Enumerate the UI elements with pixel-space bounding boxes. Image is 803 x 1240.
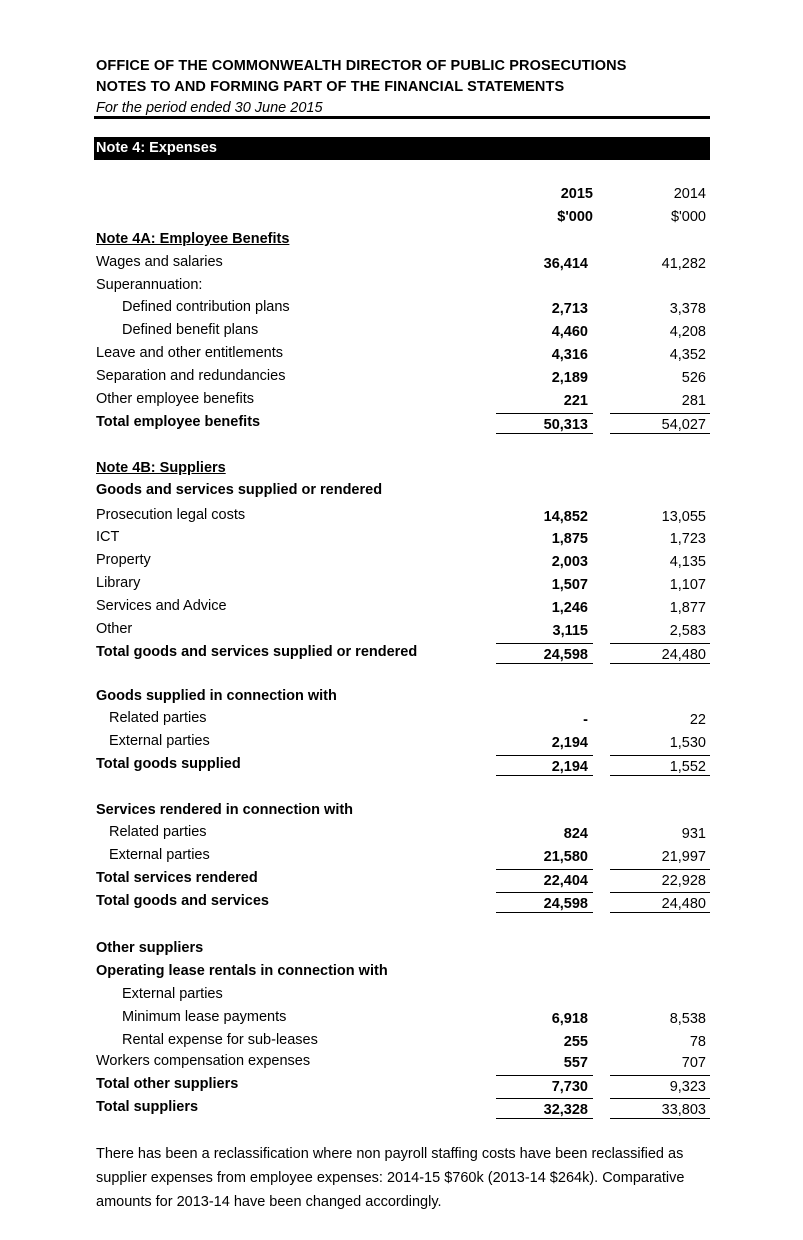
value-2015: 255 (563, 1034, 588, 1050)
value-2015: - (583, 712, 588, 728)
total-row (96, 890, 710, 912)
value-2015: 32,328 (496, 1098, 593, 1119)
row-label: ICT (96, 529, 120, 545)
value-2014: 41,282 (661, 256, 706, 272)
value-2015: 7,730 (496, 1075, 593, 1096)
value-2014: 2,583 (669, 623, 706, 639)
value-2014: 24,480 (610, 892, 710, 913)
value-2015: 1,875 (551, 531, 588, 547)
col-header-2015: 2015 (560, 186, 593, 202)
value-2015: 21,580 (543, 849, 588, 865)
header-period: For the period ended 30 June 2015 (96, 100, 323, 116)
table-row (96, 730, 710, 752)
row-label: Operating lease rentals in connection with (96, 963, 388, 979)
row-label: Total other suppliers (96, 1076, 239, 1092)
value-2015: 1,507 (551, 577, 588, 593)
reclassification-footnote: There has been a reclassification where non payroll staffing costs have been reclassified as supplier expenses from employee expenses: 2014-15 $760k (2013-14 $264k). Comparative amounts for 2013-14 have been changed accordingly. (96, 1146, 685, 1210)
value-2015: 2,194 (551, 735, 588, 751)
total-row (96, 411, 710, 433)
subsection-heading (96, 685, 710, 707)
value-2015: 36,414 (543, 256, 588, 272)
value-2014: 526 (681, 370, 706, 386)
header-organisation: OFFICE OF THE COMMONWEALTH DIRECTOR OF PUBLIC PROSECUTIONS (96, 58, 627, 74)
row-label: Wages and salaries (96, 254, 223, 270)
value-2014: 54,027 (610, 413, 710, 434)
table-row (96, 274, 710, 296)
value-2014: 22 (689, 712, 706, 728)
table-row (96, 821, 710, 843)
row-label: Superannuation: (96, 277, 203, 293)
table-row (96, 296, 710, 318)
row-label: Services and Advice (96, 598, 227, 614)
table-row (96, 618, 710, 640)
value-2015: 221 (563, 393, 588, 409)
row-label: Prosecution legal costs (96, 507, 246, 523)
value-2015: 2,713 (551, 301, 588, 317)
value-2014: 3,378 (669, 301, 706, 317)
total-row (96, 1073, 710, 1095)
row-label: Defined benefit plans (122, 322, 259, 338)
table-row (96, 526, 710, 548)
row-label: Other employee benefits (96, 391, 254, 407)
table-row (96, 707, 710, 729)
row-label: Related parties (109, 710, 207, 726)
row-label: Related parties (109, 824, 207, 840)
value-2014: 281 (681, 393, 706, 409)
value-2015: 22,404 (496, 869, 593, 890)
value-2014: 931 (681, 826, 706, 842)
value-2015: 2,189 (551, 370, 588, 386)
subsection-heading (96, 479, 710, 501)
row-label: Total goods and services supplied or rendered (96, 644, 418, 660)
row-label: Other suppliers (96, 940, 204, 956)
value-2014: 1,552 (610, 755, 710, 776)
row-label: Minimum lease payments (122, 1009, 287, 1025)
row-label: Total services rendered (96, 870, 258, 886)
row-label: Rental expense for sub-leases (122, 1032, 318, 1048)
subsection-heading (96, 799, 710, 821)
total-row (96, 753, 710, 775)
row-label: Goods supplied in connection with (96, 688, 337, 704)
note-title-band: Note 4: Expenses (94, 137, 710, 160)
value-2015: 2,003 (551, 554, 588, 570)
row-label: Note 4B: Suppliers (96, 460, 226, 476)
value-2015: 6,918 (551, 1011, 588, 1027)
value-2015: 4,316 (551, 347, 588, 363)
row-label: Goods and services supplied or rendered (96, 482, 383, 498)
value-2015: 14,852 (543, 509, 588, 525)
value-2015: 557 (563, 1055, 588, 1071)
row-label: Defined contribution plans (122, 299, 290, 315)
row-label: External parties (122, 986, 223, 1002)
row-label: Other (96, 621, 133, 637)
table-row (96, 595, 710, 617)
table-row (96, 388, 710, 410)
value-2014: 21,997 (661, 849, 706, 865)
row-label: Services rendered in connection with (96, 802, 354, 818)
value-2015: 1,246 (551, 600, 588, 616)
table-row (96, 549, 710, 571)
subsection-heading (96, 960, 710, 982)
row-label: Separation and redundancies (96, 368, 286, 384)
table-row (96, 844, 710, 866)
col-header-2014: 2014 (673, 186, 706, 202)
table-row (96, 983, 710, 1005)
value-2014: 1,723 (669, 531, 706, 547)
table-row (96, 1050, 710, 1072)
row-label: Workers compensation expenses (96, 1053, 311, 1069)
total-row (96, 867, 710, 889)
value-2014: 707 (681, 1055, 706, 1071)
section-heading-employee-benefits (96, 228, 710, 250)
table-row (96, 504, 710, 526)
header-statement-title: NOTES TO AND FORMING PART OF THE FINANCIAL STATEMENTS (96, 79, 565, 95)
value-2014: 1,877 (669, 600, 706, 616)
row-label: External parties (109, 733, 210, 749)
value-2015: 3,115 (552, 623, 588, 639)
value-2014: 4,208 (669, 324, 706, 340)
value-2014: 13,055 (661, 509, 706, 525)
row-label: External parties (109, 847, 210, 863)
row-label: Property (96, 552, 151, 568)
total-row (96, 1096, 710, 1118)
subsection-heading (96, 937, 710, 959)
table-row (96, 1006, 710, 1028)
value-2014: 8,538 (669, 1011, 706, 1027)
table-row (96, 319, 710, 341)
value-2014: 1,107 (669, 577, 706, 593)
col-unit-2015: $'000 (557, 209, 593, 225)
value-2015: 4,460 (551, 324, 588, 340)
value-2014: 22,928 (610, 869, 710, 890)
row-label: Total goods and services (96, 893, 269, 909)
value-2014: 1,530 (669, 735, 706, 751)
row-label: Total goods supplied (96, 756, 241, 772)
value-2014: 9,323 (610, 1075, 710, 1096)
value-2014: 4,135 (669, 554, 706, 570)
document-header (96, 56, 710, 118)
value-2015: 24,598 (496, 643, 593, 664)
col-unit-2014: $'000 (670, 209, 706, 225)
header-rule (94, 116, 710, 119)
table-row (96, 365, 710, 387)
value-2015: 50,313 (496, 413, 593, 434)
table-row (96, 342, 710, 364)
row-label: Leave and other entitlements (96, 345, 284, 361)
row-label: Total employee benefits (96, 414, 261, 430)
value-2014: 4,352 (669, 347, 706, 363)
total-row (96, 641, 710, 663)
row-label: Total suppliers (96, 1099, 199, 1115)
table-row (96, 572, 710, 594)
row-label: Note 4A: Employee Benefits (96, 231, 290, 247)
table-row (96, 251, 710, 273)
value-2015: 824 (563, 826, 588, 842)
value-2015: 2,194 (496, 755, 593, 776)
section-heading-suppliers (96, 457, 710, 479)
row-label: Library (96, 575, 141, 591)
value-2014: 78 (689, 1034, 706, 1050)
value-2014: 33,803 (610, 1098, 710, 1119)
table-row (96, 1029, 710, 1051)
value-2015: 24,598 (496, 892, 593, 913)
value-2014: 24,480 (610, 643, 710, 664)
